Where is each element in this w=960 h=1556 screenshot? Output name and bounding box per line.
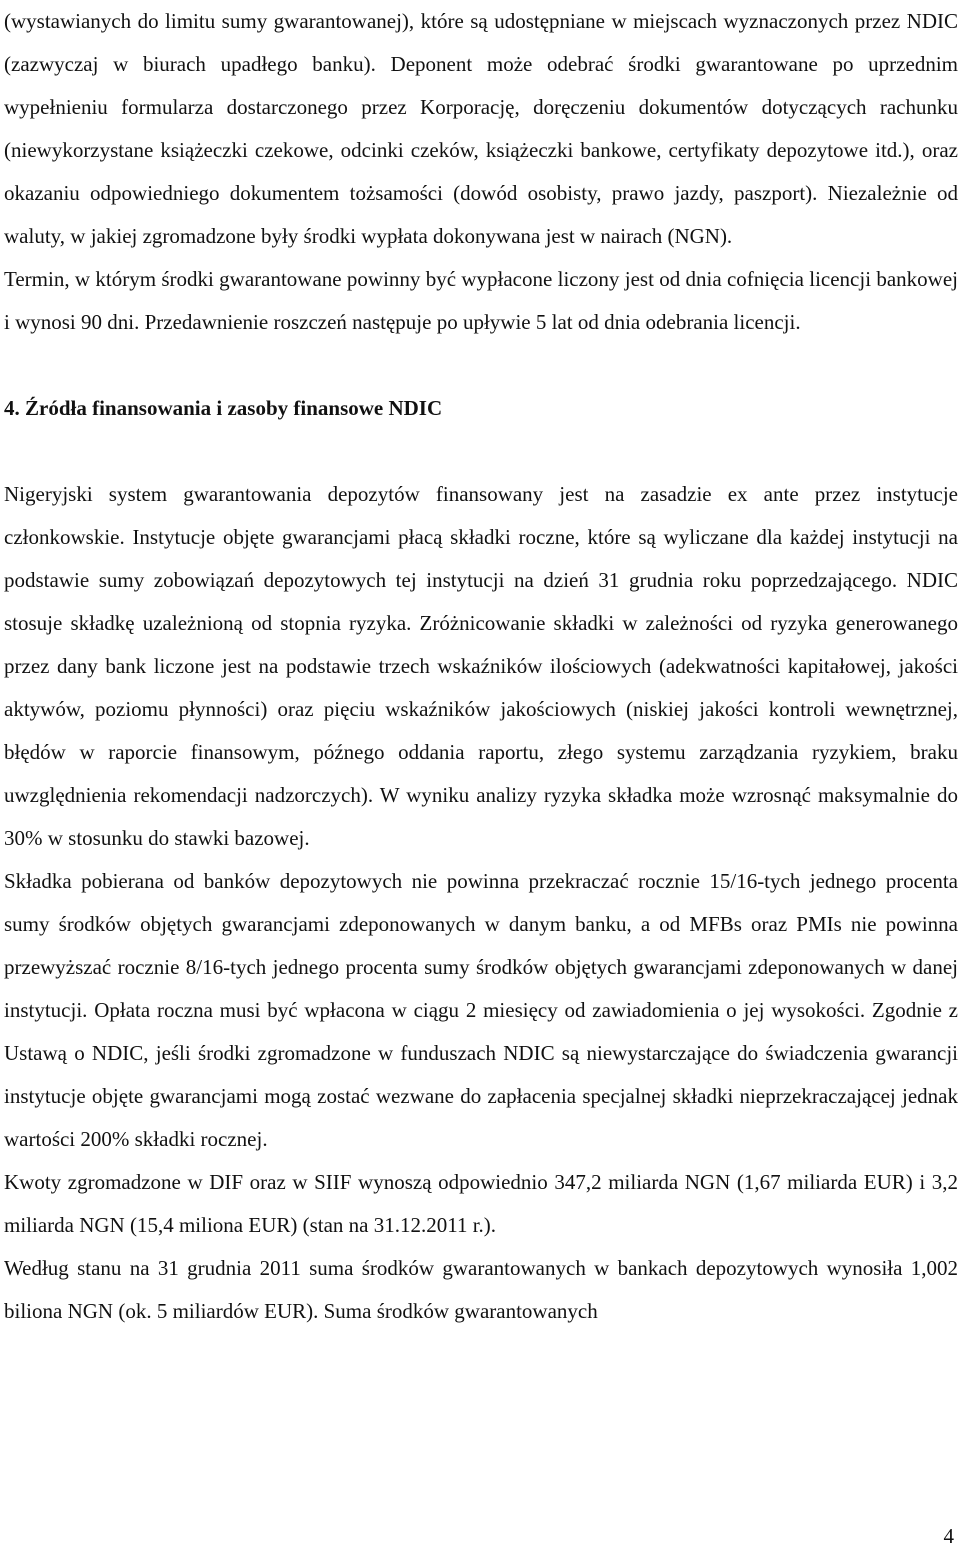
premium-paragraph: Składka pobierana od banków depozytowych nie powinna przekraczać rocznie 15/16-tych jednego procenta sumy środków objętych gwarancjami zdeponowanych w danym banku, a od MFBs oraz PMIs nie powinna przewyższać rocznie 8/16-tych jednego procenta sumy środków objętych gwarancjami zdeponowanych w danej instytucji. Opłata roczna musi być wpłacona w ciągu 2 miesięcy od zawiadomienia o jej wysokości. Zgodnie z Ustawą o NDIC, jeśli środki zgromadzone w funduszach NDIC są niewystarczające do świadczenia gwarancji instytucje objęte gwarancjami mogą zostać wezwane do zapłacenia specjalnej składki nieprzekraczającej jednak wartości 200% składki rocznej. xyxy=(4,869,958,1151)
section-heading: 4. Źródła finansowania i zasoby finansowe NDIC xyxy=(4,396,443,420)
page-number: 4 xyxy=(943,1524,954,1548)
document-page xyxy=(4,0,958,1333)
intro-paragraph: (wystawianych do limitu sumy gwarantowanej), które są udostępniane w miejscach wyznaczonych przez NDIC (zazwyczaj w biurach upadłego banku). Deponent może odebrać środki gwarantowane po uprzednim wypełnieniu formularza dostarczonego przez Korporację, doręczeniu dokumentów dotyczących rachunku (niewykorzystane książeczki czekowe, odcinki czeków, książeczki bankowe, certyfikaty depozytowe itd.), oraz okazaniu odpowiedniego dokumentem tożsamości (dowód osobisty, prawo jazdy, paszport). Niezależnie od waluty, w jakiej zgromadzone były środki wypłata dokonywana jest w nairach (NGN). xyxy=(4,9,958,248)
amounts-paragraph: Kwoty zgromadzone w DIF oraz w SIIF wynoszą odpowiednio 347,2 miliarda NGN (1,67 miliarda EUR) i 3,2 miliarda NGN (15,4 miliona EUR) (stan na 31.12.2011 r.). xyxy=(4,1170,958,1237)
funding-paragraph: Nigeryjski system gwarantowania depozytów finansowany jest na zasadzie ex ante przez instytucje członkowskie. Instytucje objęte gwarancjami płacą składki roczne, które są wyliczane dla każdej instytucji na podstawie sumy zobowiązań depozytowych tej instytucji na dzień 31 grudnia roku poprzedzającego. NDIC stosuje składkę uzależnioną od stopnia ryzyka. Zróżnicowanie składki w zależności od ryzyka generowanego przez dany bank liczone jest na podstawie trzech wskaźników ilościowych (adekwatności kapitałowej, jakości aktywów, poziomu płynności) oraz pięciu wskaźników jakościowych (niskiej jakości kontroli wewnętrznej, błędów w raporcie finansowym, późnego oddania raportu, złego systemu zarządzania ryzykiem, braku uwzględnienia rekomendacji nadzorczych). W wyniku analizy ryzyka składka może wzrosnąć maksymalnie do 30% w stosunku do stawki bazowej. xyxy=(4,482,958,850)
term-paragraph: Termin, w którym środki gwarantowane powinny być wypłacone liczony jest od dnia cofnięcia licencji bankowej i wynosi 90 dni. Przedawnienie roszczeń następuje po upływie 5 lat od dnia odebrania licencji. xyxy=(4,267,958,334)
total-paragraph: Według stanu na 31 grudnia 2011 suma środków gwarantowanych w bankach depozytowych wynosiła 1,002 biliona NGN (ok. 5 miliardów EUR). Suma środków gwarantowanych xyxy=(4,1256,958,1323)
